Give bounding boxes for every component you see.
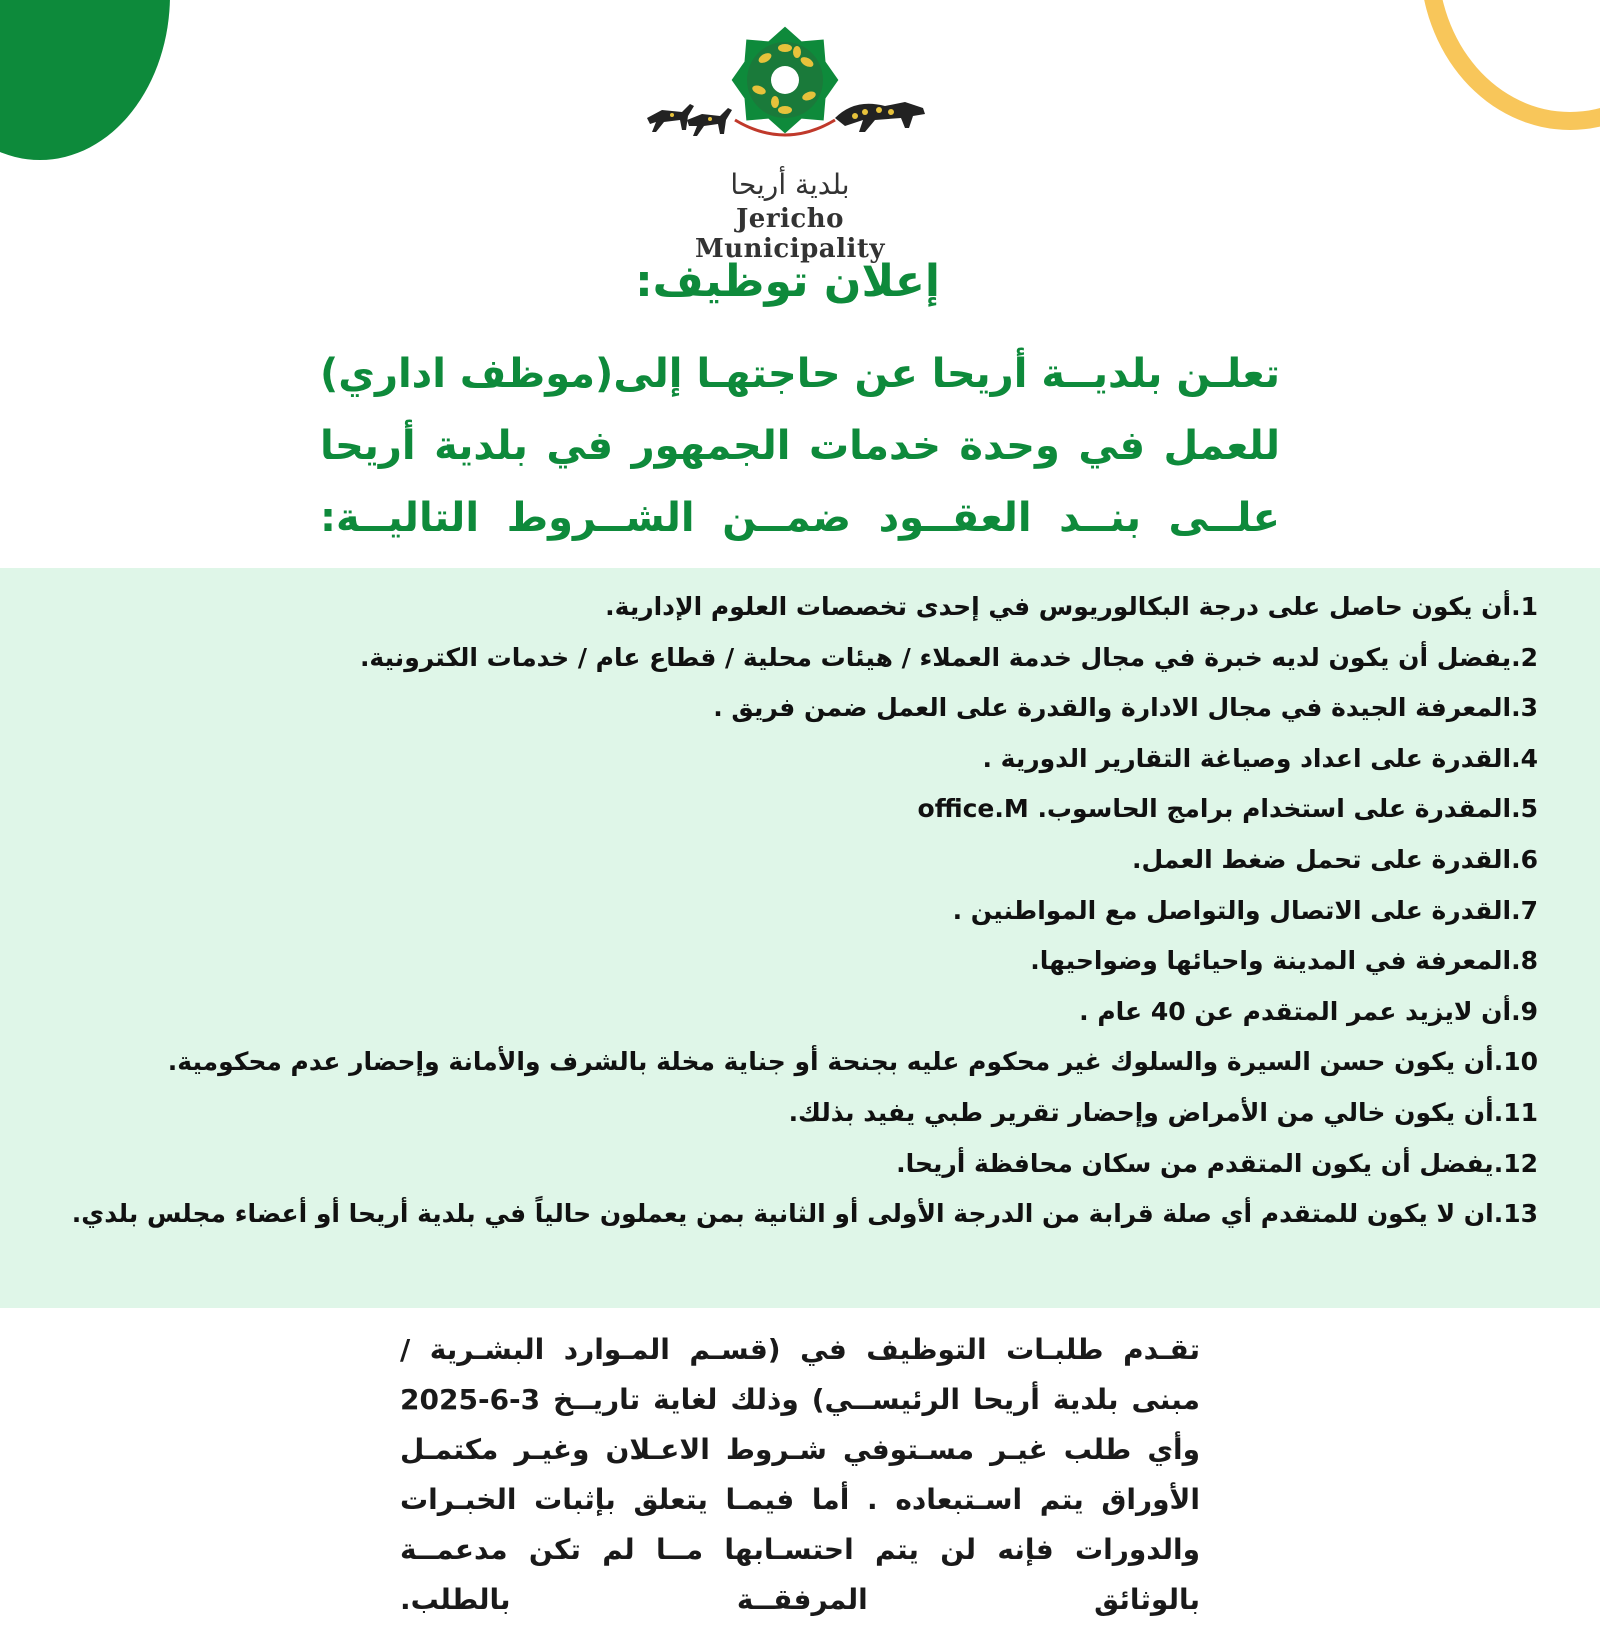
emblem-icon <box>732 27 839 135</box>
condition-text: يفضل أن يكون لديه خبرة في مجال خدمة العملاء / هيئات محلية / قطاع عام / خدمات الكترونية. <box>359 642 1512 672</box>
condition-number: 7. <box>1511 895 1538 925</box>
condition-number: 2. <box>1511 642 1538 672</box>
condition-number: 6. <box>1511 844 1538 874</box>
condition-text: أن لايزيد عمر المتقدم عن 40 عام . <box>1079 996 1512 1026</box>
logo-arabic-name: بلدية أريحا <box>730 168 850 201</box>
condition-text: ان لا يكون للمتقدم أي صلة قرابة من الدرجة الأولى أو الثانية بمن يعملون حالياً في بلدية أريحا أو أعضاء مجلس بلدي. <box>71 1199 1494 1229</box>
condition-text: أن يكون خالي من الأمراض وإحضار تقرير طبي يفيد بذلك. <box>788 1097 1494 1127</box>
condition-number: 4. <box>1511 743 1538 773</box>
announcement-headline: إعلان توظيف: <box>635 256 940 307</box>
condition-text: يفضل أن يكون المتقدم من سكان محافظة أريحا. <box>896 1148 1494 1178</box>
condition-number: 8. <box>1511 946 1538 976</box>
logo-english-name: Jericho Municipality <box>694 204 886 264</box>
condition-text: القدرة على الاتصال والتواصل مع المواطنين . <box>952 895 1512 925</box>
condition-number: 9. <box>1511 996 1538 1026</box>
conditions-panel <box>0 568 1600 1308</box>
condition-text: القدرة على تحمل ضغط العمل. <box>1132 844 1512 874</box>
condition-text: القدرة على اعداد وصياغة التقارير الدورية . <box>982 743 1512 773</box>
condition-item <box>58 582 1538 633</box>
condition-text: أن يكون حسن السيرة والسلوك غير محكوم عليه بجنحة أو جناية مخلة بالشرف والأمانة وإحضار عدم محكومية. <box>167 1047 1494 1077</box>
application-instructions: تقـدم طلبـات التوظيف في (قسـم المـوارد البشـرية / مبنى بلدية أريحا الرئيســي) وذلك لغاية تاريــخ 3-6-2025 وأي طلب غيـر مسـتوفي شـروط الاعـلان وغيـر مكتمـل الأوراق يتم اسـتبعاده . أما فيمـا يتعلق بإثبات الخبـرات والدورات فإنه لن يتم احتسـابها مــا لم تكن مدعمــة بالوثائق المرفقــة بالطلب. <box>400 1333 1200 1616</box>
condition-item <box>58 683 1538 734</box>
condition-text: المقدرة على استخدام برامج الحاسوب. office.M <box>917 794 1512 824</box>
condition-item <box>58 835 1538 886</box>
condition-item <box>58 633 1538 684</box>
condition-item <box>58 936 1538 987</box>
condition-item <box>58 734 1538 785</box>
condition-item <box>58 987 1538 1038</box>
announcement-intro: تعلـن بلديــة أريحا عن حاجتهـا إلى(موظف اداري) للعمل في وحدة خدمات الجمهور في بلدية أريحا علــى بنــد العقــود ضمــن الشــروط التاليــة: <box>320 351 1280 541</box>
conditions-list <box>58 582 1538 1240</box>
condition-item <box>58 784 1538 835</box>
condition-number: 5. <box>1511 794 1538 824</box>
condition-item <box>58 1037 1538 1088</box>
corner-decoration-green <box>0 0 170 160</box>
condition-number: 3. <box>1511 693 1538 723</box>
condition-text: أن يكون حاصل على درجة البكالوريوس في إحدى تخصصات العلوم الإدارية. <box>605 592 1512 621</box>
municipality-logo <box>640 20 960 264</box>
logo-emblem <box>640 20 940 160</box>
condition-item <box>58 886 1538 937</box>
condition-item <box>58 1088 1538 1139</box>
condition-number: 12. <box>1493 1148 1538 1178</box>
condition-item <box>58 1189 1538 1240</box>
condition-number: 1. <box>1511 592 1538 621</box>
condition-text: المعرفة الجيدة في مجال الادارة والقدرة على العمل ضمن فريق . <box>713 693 1512 723</box>
leopard-icon <box>835 102 925 132</box>
condition-number: 13. <box>1493 1199 1538 1229</box>
gazelle-icon <box>647 104 732 136</box>
condition-number: 11. <box>1493 1097 1538 1127</box>
corner-decoration-yellow <box>1420 0 1600 130</box>
condition-text: المعرفة في المدينة واحيائها وضواحيها. <box>1030 946 1512 976</box>
condition-item <box>58 1139 1538 1190</box>
condition-number: 10. <box>1493 1047 1538 1077</box>
